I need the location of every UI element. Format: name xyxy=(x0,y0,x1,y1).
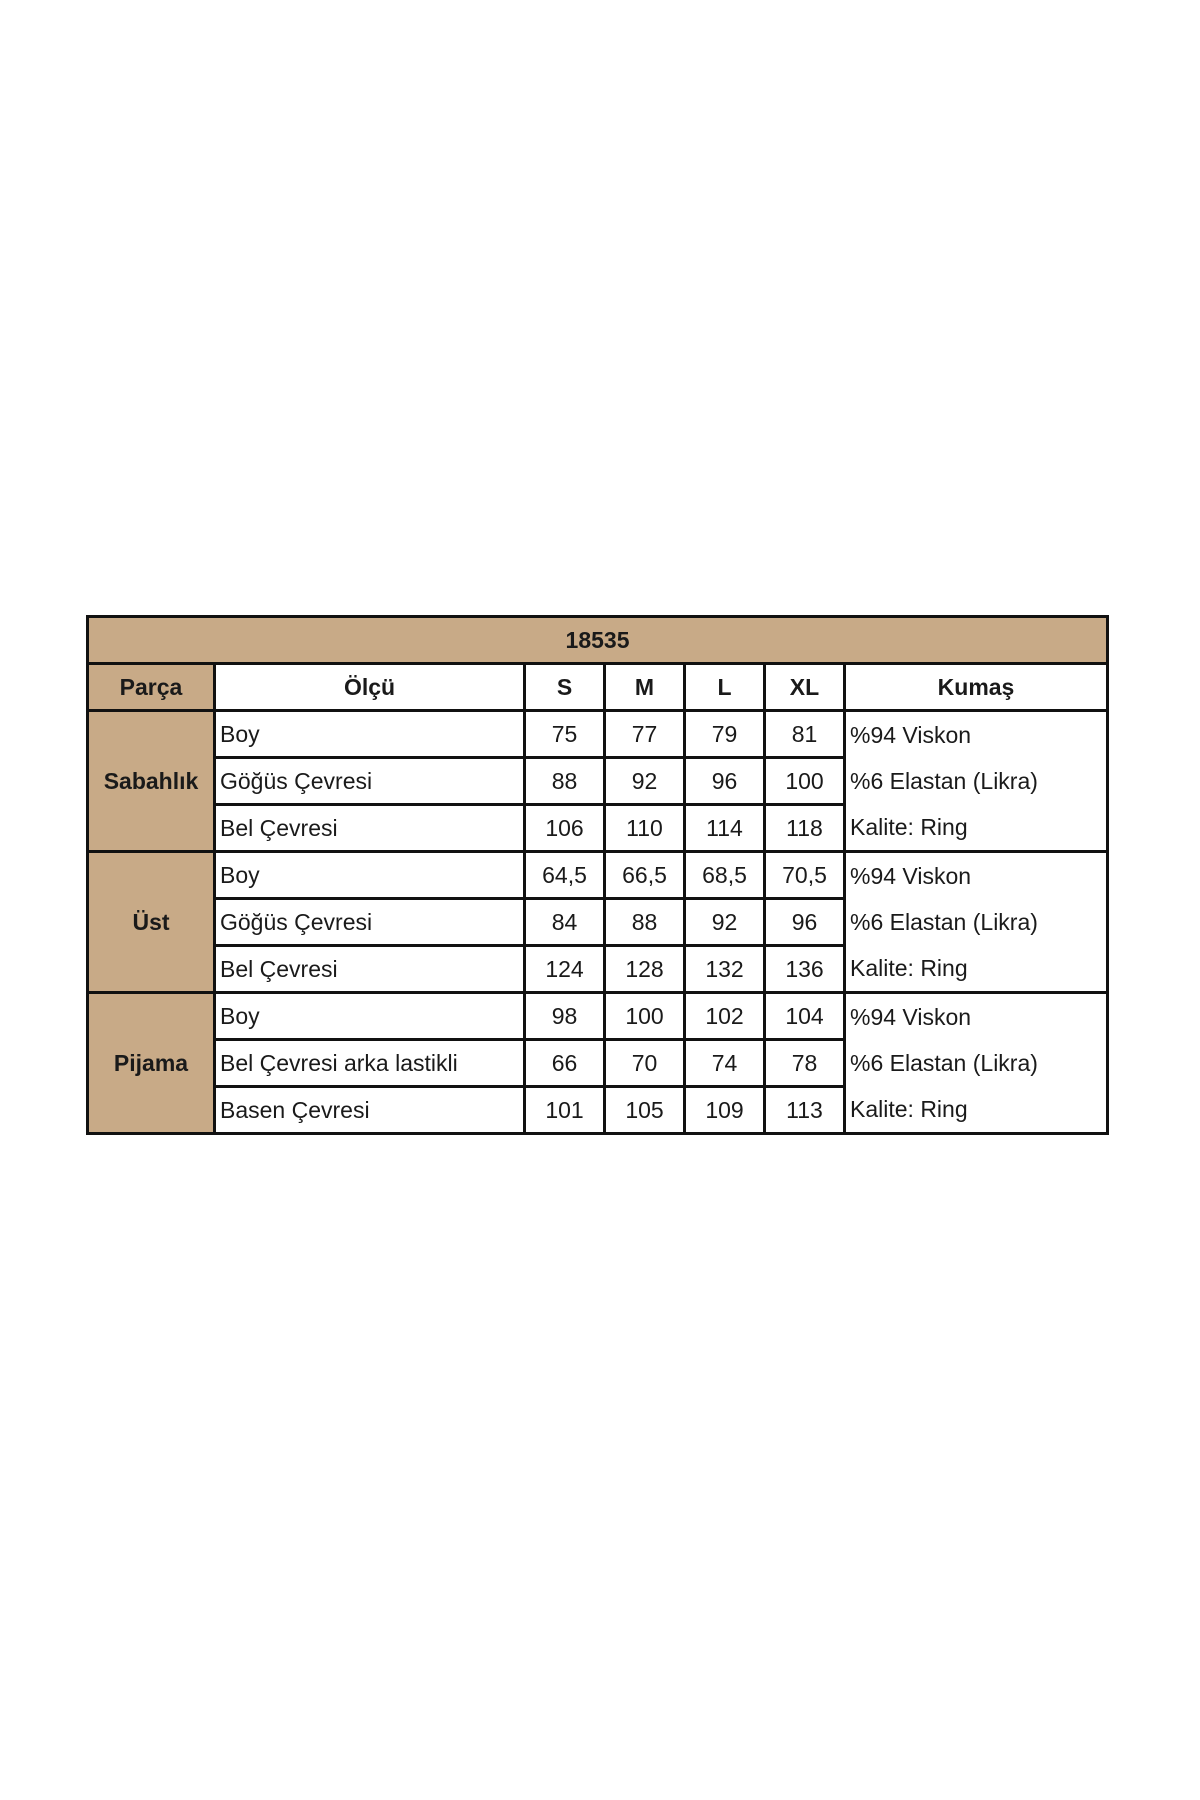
value-xl: 118 xyxy=(765,805,845,852)
value-s: 66 xyxy=(525,1040,605,1087)
header-size-l: L xyxy=(685,664,765,711)
value-xl: 136 xyxy=(765,946,845,993)
value-m: 110 xyxy=(605,805,685,852)
value-m: 77 xyxy=(605,711,685,758)
value-l: 114 xyxy=(685,805,765,852)
value-s: 124 xyxy=(525,946,605,993)
value-m: 92 xyxy=(605,758,685,805)
value-xl: 100 xyxy=(765,758,845,805)
value-l: 92 xyxy=(685,899,765,946)
value-m: 70 xyxy=(605,1040,685,1087)
value-l: 109 xyxy=(685,1087,765,1134)
group-label: Üst xyxy=(88,852,215,993)
fabric-line: %6 Elastan (Likra) xyxy=(850,909,1038,935)
fabric-info xyxy=(845,711,1108,852)
header-size-m: M xyxy=(605,664,685,711)
measure-label: Bel Çevresi xyxy=(215,946,525,993)
fabric-line: Kalite: Ring xyxy=(850,1096,968,1122)
value-l: 74 xyxy=(685,1040,765,1087)
value-l: 68,5 xyxy=(685,852,765,899)
value-s: 106 xyxy=(525,805,605,852)
measure-label: Boy xyxy=(215,852,525,899)
measure-label: Boy xyxy=(215,993,525,1040)
value-s: 101 xyxy=(525,1087,605,1134)
value-xl: 104 xyxy=(765,993,845,1040)
table-row xyxy=(88,993,1108,1040)
value-l: 96 xyxy=(685,758,765,805)
measure-label: Göğüs Çevresi xyxy=(215,758,525,805)
fabric-line: %94 Viskon xyxy=(850,863,972,889)
value-l: 102 xyxy=(685,993,765,1040)
fabric-line: %6 Elastan (Likra) xyxy=(850,768,1038,794)
table-row xyxy=(88,852,1108,899)
value-xl: 81 xyxy=(765,711,845,758)
value-m: 105 xyxy=(605,1087,685,1134)
value-s: 64,5 xyxy=(525,852,605,899)
value-s: 98 xyxy=(525,993,605,1040)
value-l: 79 xyxy=(685,711,765,758)
fabric-info xyxy=(845,993,1108,1134)
value-s: 88 xyxy=(525,758,605,805)
fabric-line: %94 Viskon xyxy=(850,722,972,748)
fabric-line: Kalite: Ring xyxy=(850,814,968,840)
measure-label: Basen Çevresi xyxy=(215,1087,525,1134)
table-title: 18535 xyxy=(88,617,1108,664)
value-xl: 96 xyxy=(765,899,845,946)
header-size-s: S xyxy=(525,664,605,711)
header-kumas: Kumaş xyxy=(845,664,1108,711)
header-olcu: Ölçü xyxy=(215,664,525,711)
size-chart-table xyxy=(86,615,1109,1135)
value-l: 132 xyxy=(685,946,765,993)
value-s: 84 xyxy=(525,899,605,946)
header-size-xl: XL xyxy=(765,664,845,711)
fabric-line: %94 Viskon xyxy=(850,1004,972,1030)
measure-label: Bel Çevresi xyxy=(215,805,525,852)
value-s: 75 xyxy=(525,711,605,758)
header-parca: Parça xyxy=(88,664,215,711)
group-label: Sabahlık xyxy=(88,711,215,852)
table-row xyxy=(88,711,1108,758)
measure-label: Bel Çevresi arka lastikli xyxy=(215,1040,525,1087)
fabric-line: Kalite: Ring xyxy=(850,955,968,981)
value-m: 66,5 xyxy=(605,852,685,899)
value-xl: 70,5 xyxy=(765,852,845,899)
value-xl: 78 xyxy=(765,1040,845,1087)
fabric-line: %6 Elastan (Likra) xyxy=(850,1050,1038,1076)
value-m: 88 xyxy=(605,899,685,946)
measure-label: Göğüs Çevresi xyxy=(215,899,525,946)
fabric-info xyxy=(845,852,1108,993)
value-xl: 113 xyxy=(765,1087,845,1134)
group-label: Pijama xyxy=(88,993,215,1134)
measure-label: Boy xyxy=(215,711,525,758)
value-m: 128 xyxy=(605,946,685,993)
value-m: 100 xyxy=(605,993,685,1040)
